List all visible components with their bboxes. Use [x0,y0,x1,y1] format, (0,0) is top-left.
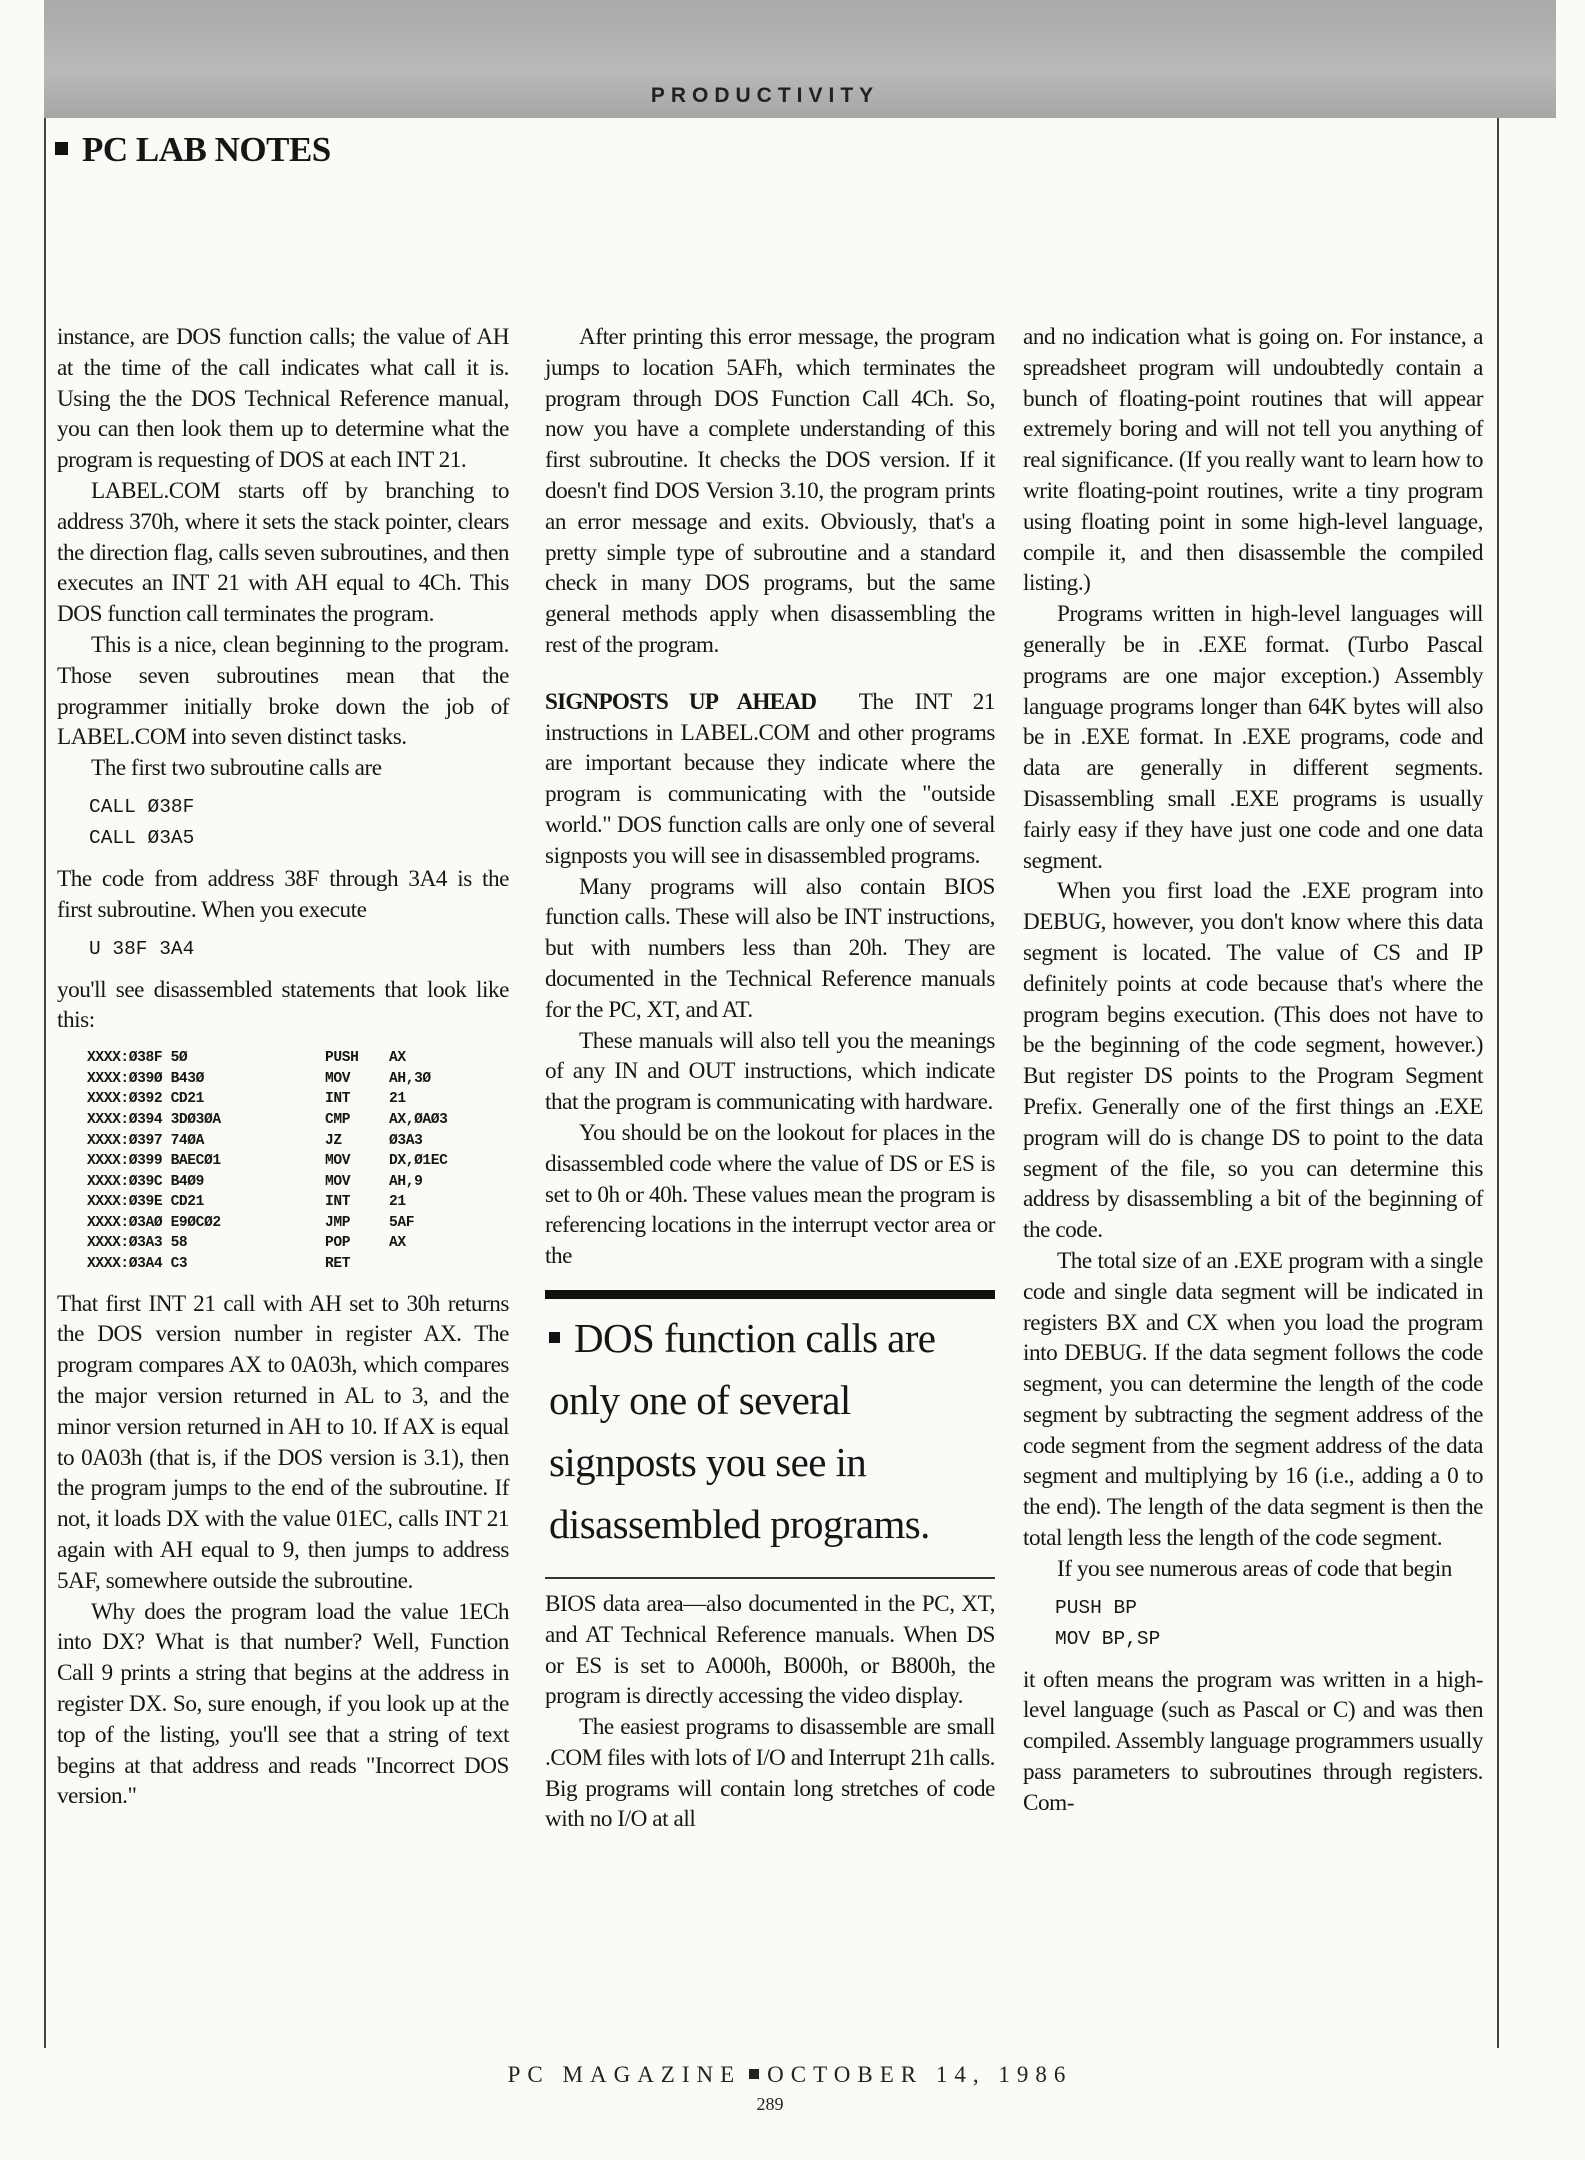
right-margin-rule [1497,118,1499,2048]
listing-operand: AH,9 [389,1173,423,1190]
left-margin-rule [44,118,46,2048]
paragraph: That first INT 21 call with AH set to 30h returns the DOS version number in register AX. The program compares AX to 0A03h, which compares the major version returned in AL to 3, and the minor version returned in AH to 10. If AX is equal to 0A03h (that is, if the DOS version is 3.1), then the program jumps to the end of the subroutine. If not, it loads DX with the value 01EC, calls INT 21 again with AH equal to 9, then jumps to address 5AF, somewhere outside the subroutine. [57,1290,509,1594]
listing-address: XXXX:Ø397 74ØA [87,1132,205,1149]
paragraph: This is a nice, clean beginning to the program. Those seven subroutines mean that the programmer initially broke down the job of LABEL.COM into seven distinct tasks. [57,631,509,751]
section-label: PRODUCTIVITY [650,84,880,107]
listing-operand: Ø3A3 [389,1132,423,1149]
paragraph: BIOS data area—also documented in the PC, XT, and AT Technical Reference manuals. When DS or ES is set to A000h, B000h, or B800h, the program is directly accessing the video display. [545,1590,995,1710]
column-title-text: PC LAB NOTES [82,130,331,169]
bullet-square-icon [55,142,68,155]
listing-row [87,1254,509,1275]
listing-address: XXXX:Ø39Ø B43Ø [87,1070,205,1087]
listing-opcode: PUSH [325,1050,359,1067]
code-snippet [57,934,509,965]
listing-address: XXXX:Ø394 3DØ3ØA [87,1111,221,1128]
page-number: 289 [756,2094,784,2114]
paragraph: After printing this error message, the program jumps to location 5AFh, which terminates the program through DOS Function Call 4Ch. So, now you have a complete understanding of this first subroutine. It checks the DOS version. If it doesn't find DOS Version 3.10, the program prints an error message and exits. Obviously, that's a pretty simple type of subroutine and a standard check in many DOS programs, but the same general methods apply when disassembling the rest of the program. [545,324,995,658]
listing-operand: 5AF [389,1214,415,1231]
listing-operand: AX,ØAØ3 [389,1111,448,1128]
code-line: CALL Ø38F [89,795,195,818]
code-line: CALL Ø3A5 [89,826,195,849]
listing-address: XXXX:Ø39C B4Ø9 [87,1173,205,1190]
listing-address: XXXX:Ø38F 5Ø [87,1050,188,1067]
text-column-2 [545,322,995,1835]
paragraph-with-subhead [545,687,995,872]
paragraph: and no indication what is going on. For instance, a spreadsheet program will undoubtedly contain a bunch of floating-point routines that will appear extremely boring and will not tell you anything of real significance. (If you really want to learn how to write floating-point routines, write a tiny program using floating point in some high-level language, compile it, and then disassemble the compiled listing.) [1023,324,1483,597]
listing-operand: AX [389,1050,406,1067]
listing-opcode: CMP [325,1111,351,1128]
listing-opcode: POP [325,1235,351,1252]
listing-opcode: MOV [325,1153,351,1170]
paragraph: LABEL.COM starts off by branching to address 370h, where it sets the stack pointer, clears the direction flag, calls seven subroutines, and then executes an INT 21 with AH equal to 4Ch. This DOS function call terminates the program. [57,477,509,628]
listing-operand: 21 [389,1194,406,1211]
subhead: SIGNPOSTS UP AHEAD [545,688,817,715]
listing-operand: DX,Ø1EC [389,1153,448,1170]
magazine-name: PC MAGAZINE [507,2062,742,2087]
listing-opcode: MOV [325,1070,351,1087]
paragraph: it often means the program was written in a high-level language (such as Pascal or C) and was then compiled. Assembly language programmers usually pass parameters to subroutines through registers. Com- [1023,1666,1483,1816]
code-snippet [1023,1593,1483,1655]
paragraph: If you see numerous areas of code that begin [1057,1555,1452,1582]
listing-row [87,1151,509,1172]
listing-row [87,1048,509,1069]
pull-quote-bottom-rule [545,1577,995,1579]
bullet-square-icon [749,2069,759,2079]
paragraph: instance, are DOS function calls; the value of AH at the time of the call indicates what call it is. Using the the DOS Technical Reference manual, you can then look them up to determine what the program is requesting of DOS at each INT 21. [57,324,509,474]
listing-opcode: JZ [325,1132,342,1149]
text-column-1 [57,322,509,1812]
paragraph-text: The INT 21 instructions in LABEL.COM and other programs are important because they indicate where the program is communicating with the "outside world." DOS function calls are only one of several signposts you will see in disassembled programs. [545,688,995,869]
text-column-3 [1023,322,1483,1819]
listing-row [87,1192,509,1213]
paragraph: You should be on the lookout for places in the disassembled code where the value of DS or ES is set to 0h or 40h. These values mean the program is referencing locations in the interrupt vector area or the [545,1119,995,1270]
listing-row [87,1131,509,1152]
listing-address: XXXX:Ø399 BAECØ1 [87,1153,221,1170]
listing-opcode: INT [325,1194,351,1211]
issue-date: OCTOBER 14, 1986 [767,2062,1073,2087]
listing-opcode: RET [325,1256,351,1273]
listing-address: XXXX:Ø3A3 58 [87,1235,188,1252]
listing-row [87,1110,509,1131]
listing-address: XXXX:Ø3A4 C3 [87,1256,188,1273]
disassembly-listing [87,1048,509,1275]
code-line: PUSH BP [1055,1596,1137,1619]
paragraph: These manuals will also tell you the meanings of any IN and OUT instructions, which indicate that the program is communicating with hardware. [545,1027,995,1116]
paragraph: The first two subroutine calls are [91,755,382,782]
listing-operand: 21 [389,1091,406,1108]
paragraph: you'll see disassembled statements that look like this: [57,976,509,1034]
listing-address: XXXX:Ø3AØ E9ØCØ2 [87,1214,221,1231]
paragraph: The easiest programs to disassemble are small .COM files with lots of I/O and Interrupt 21h calls. Big programs will contain long stretches of code with no I/O at all [545,1714,995,1833]
listing-address: XXXX:Ø392 CD21 [87,1091,205,1108]
listing-row [87,1089,509,1110]
pull-quote [545,1307,995,1555]
code-snippet [57,792,509,854]
listing-opcode: MOV [325,1173,351,1190]
listing-opcode: INT [325,1091,351,1108]
listing-row [87,1172,509,1193]
bullet-square-icon [549,1332,560,1343]
paragraph: Many programs will also contain BIOS function calls. These will also be INT instructions, but with numbers less than 20h. They are documented in the Technical Reference manuals for the PC, XT, and AT. [545,873,995,1023]
column-title [55,130,331,170]
code-line: U 38F 3A4 [89,937,195,960]
paragraph: Programs written in high-level languages will generally be in .EXE format. (Turbo Pascal programs are one major exception.) Assembly language programs longer than 64K bytes will also be in .EXE format. In .EXE programs, code and data are generally in different segments. Disassembling small .EXE programs is usually fairly easy if they have just one code and one data segment. [1023,601,1483,874]
listing-row [87,1069,509,1090]
code-line: MOV BP,SP [1055,1627,1161,1650]
paragraph: The code from address 38F through 3A4 is the first subroutine. When you execute [57,865,509,923]
paragraph: When you first load the .EXE program into DEBUG, however, you don't know where this data segment is located. The value of CS and IP definitely points at code because that's where the program begins execution. (This does not have to be the beginning of the code segment, however.) But register DS points to the Program Segment Prefix. Generally one of the first things an .EXE program will do is change DS to point to the data segment of the file, so you can determine this address by disassembling a bit of the beginning of the code. [1023,878,1483,1244]
paragraph: The total size of an .EXE program with a single code and single data segment will be indicated in registers BX and CX when you load the program into DEBUG. If the data segment follows the code segment, you can determine the length of the code segment by subtracting the segment address of the code segment from the segment address of the data segment and multiplying by 16 (i.e., adding a 0 to the end). The length of the data segment is then the total length less the length of the code segment. [1023,1247,1483,1552]
listing-row [87,1233,509,1254]
listing-opcode: JMP [325,1214,351,1231]
listing-operand: AX [389,1235,406,1252]
page-footer [480,2062,1100,2088]
paragraph: Why does the program load the value 1ECh into DX? What is that number? Well, Function Call 9 prints a string that begins at the address in register DX. So, sure enough, if you look up at the top of the listing, you'll see that a string of text begins at that address and reads "Incorrect DOS version." [57,1598,509,1810]
pull-quote-text: DOS function calls are only one of several signposts you see in disassembled programs. [549,1314,936,1547]
pull-quote-top-rule [545,1290,995,1299]
listing-address: XXXX:Ø39E CD21 [87,1194,205,1211]
listing-operand: AH,3Ø [389,1070,431,1087]
listing-row [87,1213,509,1234]
